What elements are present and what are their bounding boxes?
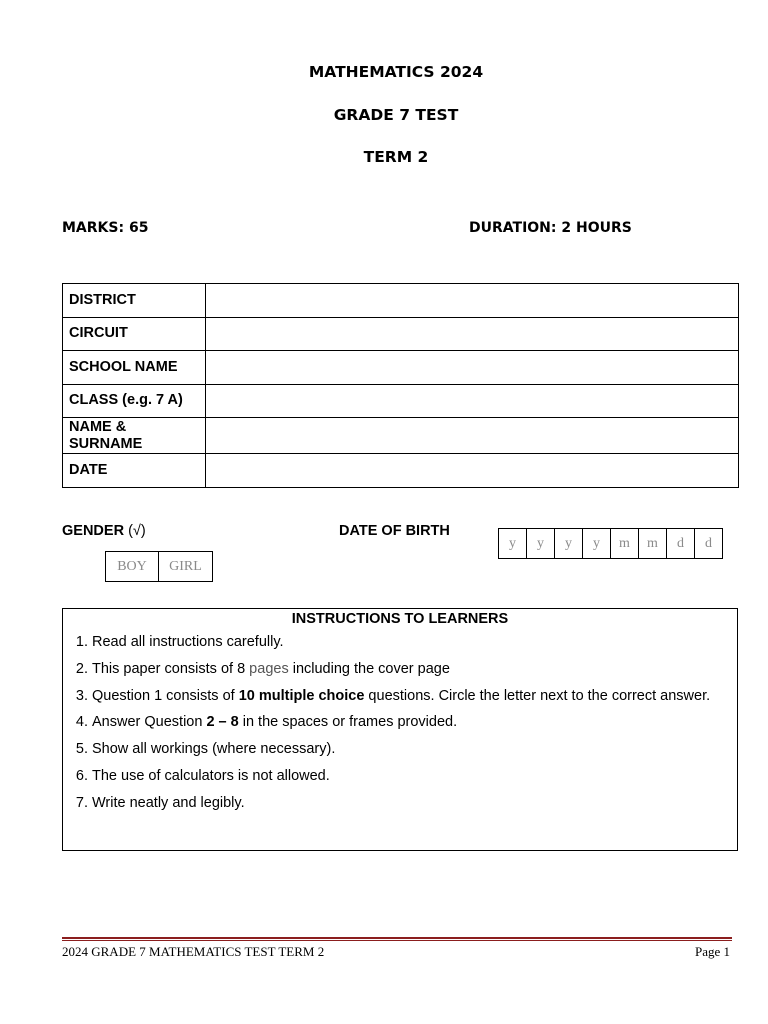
instruction-item: [92, 709, 737, 736]
marks-label: MARKS: 65: [62, 220, 149, 236]
gender-tick-hint: (√): [128, 523, 146, 539]
gender-boxes: [105, 551, 213, 582]
class-field[interactable]: [206, 384, 739, 418]
date-label: DATE: [63, 454, 206, 488]
title-subject: MATHEMATICS 2024: [308, 63, 484, 81]
instruction-emphasis: 2 – 8: [206, 714, 239, 731]
instruction-text: Question 1 consists of: [92, 687, 239, 704]
instruction-item: [92, 656, 737, 683]
gender-label: [62, 523, 146, 539]
circuit-field[interactable]: [206, 317, 739, 351]
page-count: 8: [237, 660, 246, 677]
instruction-text: This paper consists of: [92, 660, 238, 677]
dob-box-year[interactable]: y: [499, 529, 527, 558]
instruction-item: [92, 683, 737, 710]
footer-rule: [62, 937, 732, 939]
gender-label-text: GENDER: [62, 523, 125, 539]
page-number: Page 1: [694, 944, 730, 959]
dob-boxes: [498, 528, 723, 559]
dob-box-day[interactable]: d: [667, 529, 695, 558]
instruction-text: Answer Question: [92, 714, 207, 731]
school-name-label: SCHOOL NAME: [63, 351, 206, 385]
dob-box-month[interactable]: m: [639, 529, 667, 558]
instruction-text: including the cover page: [288, 660, 450, 677]
district-field[interactable]: [206, 284, 739, 318]
class-label: CLASS (e.g. 7 A): [63, 384, 206, 418]
instruction-text: in the spaces or frames provided.: [238, 714, 458, 731]
instruction-item: 7. Write neatly and legibly.: [92, 790, 737, 817]
dob-box-year[interactable]: y: [583, 529, 611, 558]
district-label: DISTRICT: [63, 284, 206, 318]
title-term: TERM 2: [363, 148, 429, 166]
instruction-item: 6. The use of calculators is not allowed.: [92, 763, 737, 790]
dob-box-month[interactable]: m: [611, 529, 639, 558]
learner-info-table: [62, 283, 739, 488]
circuit-label: CIRCUIT: [63, 317, 206, 351]
instruction-emphasis: 10 multiple choice: [238, 687, 365, 704]
instruction-item: 1. Read all instructions carefully.: [92, 629, 737, 656]
footer-rule: [62, 940, 732, 941]
date-field[interactable]: [206, 454, 739, 488]
dob-label: DATE OF BIRTH: [339, 523, 450, 539]
name-label-line1: NAME &: [69, 418, 127, 435]
instructions-list: [63, 629, 737, 817]
school-name-field[interactable]: [206, 351, 739, 385]
gender-boy-box[interactable]: BOY: [106, 552, 159, 581]
instruction-item: 5. Show all workings (where necessary).: [92, 736, 737, 763]
gender-girl-box[interactable]: GIRL: [169, 558, 202, 574]
dob-box-year[interactable]: y: [555, 529, 583, 558]
instruction-text: pages: [245, 660, 289, 677]
instructions-box: [62, 608, 738, 851]
footer-title: 2024 GRADE 7 MATHEMATICS TEST TERM 2: [62, 944, 325, 959]
title-grade: GRADE 7 TEST: [333, 106, 459, 124]
instruction-text: questions. Circle the letter next to the correct answer.: [364, 687, 711, 704]
duration-label: DURATION: 2 HOURS: [469, 220, 632, 236]
dob-box-day[interactable]: d: [705, 535, 712, 551]
name-surname-label: [63, 418, 206, 454]
instructions-heading: INSTRUCTIONS TO LEARNERS: [291, 611, 509, 627]
name-surname-field[interactable]: [206, 418, 739, 454]
dob-box-year[interactable]: y: [527, 529, 555, 558]
name-label-line2: SURNAME: [69, 435, 143, 452]
